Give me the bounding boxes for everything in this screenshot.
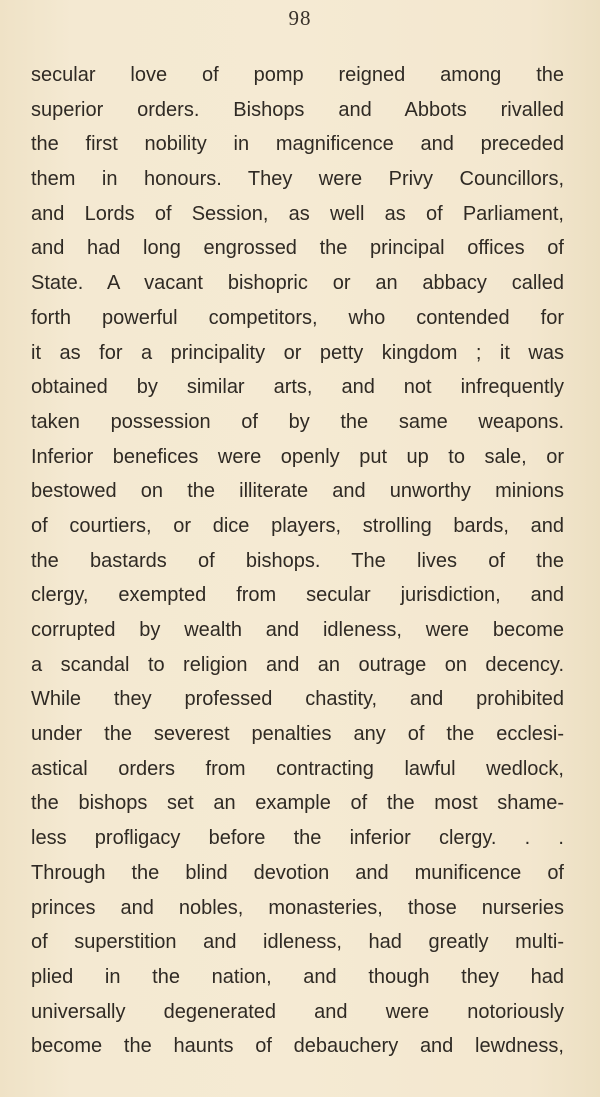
text-line: of courtiers, or dice players, strolling bards, and [31,514,564,537]
text-line: it as for a principality or petty kingdom ; it was [31,341,564,364]
text-line: less profligacy before the inferior clergy. . . [31,827,564,850]
text-line: astical orders from contracting lawful wedlock, [31,757,564,780]
text-line: the bishops set an example of the most shame- [31,792,564,815]
text-line: princes and nobles, monasteries, those nurseries [31,896,564,919]
text-line: taken possession of by the same weapons. [31,410,564,433]
text-line: bestowed on the illiterate and unworthy minions [31,480,564,503]
text-line: and Lords of Session, as well as of Parliament, [31,202,564,225]
text-line: clergy, exempted from secular jurisdiction, and [31,584,564,607]
text-line: universally degenerated and were notoriously [31,1000,564,1023]
text-line: under the severest penalties any of the ecclesi- [31,723,564,746]
text-line: superior orders. Bishops and Abbots rivalled [31,98,564,121]
text-line: the first nobility in magnificence and preceded [31,133,564,156]
text-line: Through the blind devotion and munificence of [31,861,564,884]
text-line: and had long engrossed the principal offices of [31,237,564,260]
text-line: secular love of pomp reigned among the [31,64,564,86]
text-line: corrupted by wealth and idleness, were become [31,619,564,641]
text-line: them in honours. They were Privy Councillors, [31,168,564,191]
text-line: Inferior benefices were openly put up to sale, or [31,445,564,468]
text-line: become the haunts of debauchery and lewdness, [31,1035,564,1058]
text-line: While they professed chastity, and prohibited [31,688,564,711]
body-text [31,58,564,1064]
text-line: State. A vacant bishopric or an abbacy called [31,272,564,295]
text-line: a scandal to religion and an outrage on decency. [31,653,564,676]
text-line: the bastards of bishops. The lives of the [31,549,564,572]
text-line: obtained by similar arts, and not infrequently [31,376,564,399]
text-line: forth powerful competitors, who contended for [31,306,564,329]
text-line: plied in the nation, and though they had [31,965,564,988]
page-number: 98 [288,6,312,30]
text-line: of superstition and idleness, had greatly multi- [31,931,564,954]
